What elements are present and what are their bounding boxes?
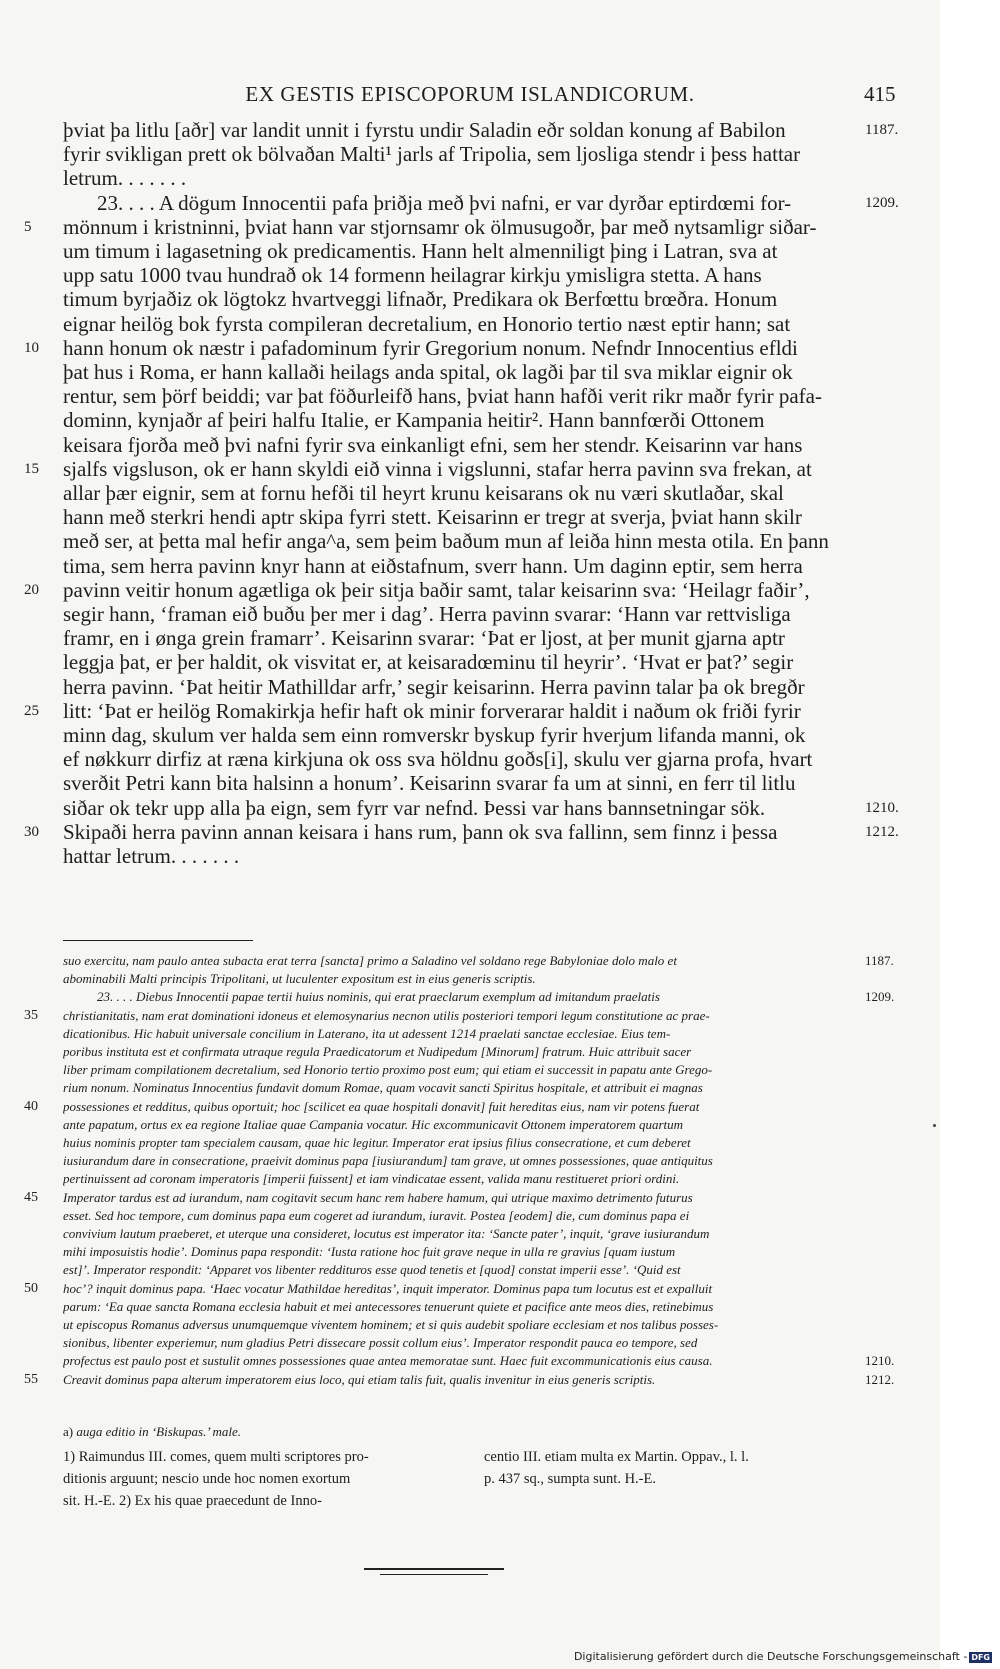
- footnote-line: 1) Raimundus III. comes, quem multi scriptores pro-: [63, 1449, 369, 1465]
- text-line: Skipaði herra pavinn annan keisara i hans rum, þann ok sva fallinn, sem finnz i þessa: [63, 819, 778, 844]
- text-line: minn dag, skulum ver halda sem einn romverskr byskup fyrir hverjum lifanda manni, ok: [63, 723, 806, 747]
- margin-year: 1209.: [865, 194, 899, 211]
- text-row: [0, 1225, 940, 1243]
- text-row: [0, 360, 940, 384]
- text-line: með ser, at þetta mal hefir anga^a, sem þeim baðum mun af leiða hinn mesta otila. En þann: [63, 529, 829, 554]
- line-number: 40: [24, 1098, 38, 1114]
- text-row: [0, 505, 940, 529]
- text-row: [0, 675, 940, 699]
- text-row: [0, 457, 940, 481]
- text-line: poribus instituta est et confirmata utraque regula Praedicatorum et Nudipedum [Minorum] fratrum. Huic attribuit sacer: [63, 1044, 692, 1059]
- text-line: profectus est paulo post et sustulit omnes possessiones quae antea memoratae sunt. Haec fuit excommunicationis eius causa.: [63, 1353, 713, 1369]
- text-row: [0, 287, 940, 311]
- line-number: 20: [24, 581, 39, 598]
- text-row: [0, 699, 940, 723]
- text-row: [0, 1025, 940, 1043]
- text-line: sionibus, libenter experiemur, num gladius Petri dissecare possit collum eius’. Imperator respondit pauca eo tempore, sed: [63, 1335, 698, 1351]
- text-line: rium nonum. Nominatus Innocentius fundavit domum Romae, quam vocavit sancti Spiritus hospitale, et attribuit ei magnas: [63, 1080, 703, 1096]
- text-line: dicationibus. Hic habuit universale concilium in Laterano, ita ut adessent 1214 praelati sanctae ecclesiae. Eius tem-: [63, 1025, 671, 1041]
- text-line: Creavit dominus papa alterum imperatorem eius loco, qui etiam talis fuit, qualis invenitur in eius generis scriptis.: [63, 1371, 656, 1387]
- text-line: keisara fjorða með þvi nafni fyrir sva einkanligt efni, sem her stendr. Keisarinn var hans: [63, 432, 803, 457]
- text-line: mönnum i kristninni, þviat hann var stjornsamr ok ölmusugoðr, þar með nytsamligr siðar-: [63, 214, 817, 239]
- margin-year: 1187.: [865, 953, 894, 968]
- margin-year: 1212.: [865, 1371, 895, 1387]
- text-line: timum byrjaðiz ok lögtokz hvartveggi lifnaðr, Predikara ok Berfœttu brœðra. Honum: [63, 287, 778, 312]
- end-rule-thick: [364, 1568, 504, 1570]
- text-row: [0, 118, 940, 142]
- footnote-line: p. 437 sq., sumpta sunt. H.-E.: [484, 1471, 656, 1487]
- text-line: suo exercitu, nam paulo antea subacta erat terra [sancta] primo a Saladino vel soldano rege Babyloniae dolo malo et: [63, 953, 677, 968]
- text-line: ut episcopus Romanus adversus unumquemque viventem hominem; et si quis audebit spoliare ecclesiam et nos talibus posses-: [63, 1317, 719, 1332]
- text-line: herra pavinn. ‘Þat heitir Mathilldar arfr,’ segir keisarinn. Herra pavinn talar þa ok bregðr: [63, 674, 805, 699]
- footnote-a-label: a): [63, 1424, 74, 1439]
- text-row: [0, 626, 940, 650]
- text-row: [0, 1207, 940, 1225]
- text-row: [0, 1352, 940, 1370]
- text-line: convivium lautum praeberet, et uterque una consideret, locutus est imperator ita: ‘Sancte pater’, inquit, ‘grave iusiurandum: [63, 1226, 710, 1241]
- text-line: esset. Sed hoc tempore, cum dominus papa eum cogeret ad iurandum, iuravit. Postea [eodem] die, cum dominus papa ei: [63, 1207, 690, 1223]
- text-row: [0, 970, 940, 988]
- text-line: 23. . . . Diebus Innocentii papae tertii huius nominis, qui erat praeclarum exemplum ad imitandum praelatis: [97, 989, 660, 1005]
- text-row: [0, 988, 940, 1006]
- line-number: 50: [24, 1280, 38, 1296]
- text-row: [0, 796, 940, 820]
- running-header-title: EX GESTIS EPISCOPORUM ISLANDICORUM.: [245, 82, 695, 106]
- text-row: [0, 239, 940, 263]
- page-number: 415: [864, 82, 896, 106]
- text-line: þviat þa litlu [aðr] var landit unnit i fyrstu undir Saladin eðr soldan konung af Babilon: [63, 118, 786, 142]
- footnote-line: centio III. etiam multa ex Martin. Oppav., l. l.: [484, 1449, 749, 1465]
- text-row: [0, 1079, 940, 1097]
- text-row: [0, 1152, 940, 1170]
- text-line: rentur, sem þörf beiddi; var þat föðurleifð hans, þviat hann hafði verit rikr maðr fyrir pafa-: [63, 384, 822, 409]
- text-line: hoc’? inquit dominus papa. ‘Haec vocatur Mathildae hereditas’, inquit imperator. Dominus papa tum locutus est et expalluit: [63, 1280, 713, 1296]
- text-line: pertinuissent ad coronam imperatoris [imperii fuissent] et iam vindicatae essent, valida manu restitueret priori ordini.: [63, 1171, 680, 1187]
- text-row: [0, 1298, 940, 1316]
- text-row: [0, 650, 940, 674]
- footnote-a: [63, 1424, 241, 1440]
- text-row: [0, 602, 940, 626]
- margin-year: 1210.: [865, 1353, 895, 1369]
- text-line: est]’. Imperator respondit: ‘Apparet vos libenter reddituros esse quod tenetis et [quod] constat imperii esse’. ‘Quid est: [63, 1262, 681, 1278]
- text-line: possessiones et redditus, quibus oportuit; hoc [scilicet ea quae hospitali donavit] fuit hereditas eius, nam vir potens fuerat: [63, 1098, 700, 1114]
- line-number: 5: [24, 218, 32, 235]
- text-line: upp satu 1000 tvau hundrað ok 14 formenn heilagrar kirkju ymisligra stetta. A hans: [63, 263, 762, 288]
- text-row: [0, 820, 940, 844]
- text-row: [0, 1061, 940, 1079]
- text-row: [0, 1043, 940, 1061]
- text-line: leggja þat, er þer haldit, ok visvitat er, at keisaradœminu til heyrir’. ‘Hvat er þat?’ segir: [63, 650, 794, 675]
- digitization-credit: [574, 1650, 992, 1663]
- line-number: 30: [24, 823, 39, 840]
- text-line: allar þær eignir, sem at fornu hefði til heyrt krunu keisarans ok nu væri skutlaðar, skal: [63, 481, 784, 505]
- text-line: sverðit Petri kann bita halsinn a honum’. Keisarinn svarar fa um at sinni, en ferr til litlu: [63, 771, 796, 796]
- line-number: 10: [24, 339, 39, 356]
- text-line: letrum. . . . . . .: [63, 166, 187, 191]
- text-line: 23. . . . A dögum Innocentii pafa þriðja með þvi nafni, er var dyrðar eptirdœmi for-: [97, 190, 792, 215]
- line-number: 15: [24, 460, 39, 477]
- text-row: [0, 747, 940, 771]
- text-row: [0, 1243, 940, 1261]
- text-row: [0, 312, 940, 336]
- text-line: hattar letrum. . . . . . .: [63, 844, 240, 868]
- text-row: [0, 263, 940, 287]
- margin-year: 1210.: [865, 799, 899, 816]
- text-line: fyrir svikligan prett ok bölvaðan Malti¹ jarls af Tripolia, sem ljosliga stendr i þess hattar: [63, 142, 801, 167]
- text-line: parum: ‘Ea quae sancta Romana ecclesia habuit et mei antecessores tenuerunt quiete et pacifice ante meos dies, retinebimus: [63, 1298, 714, 1314]
- text-line: eignar heilög bok fyrsta compileran decretalium, en Honorio tertio næst eptir hann; sat: [63, 311, 791, 336]
- text-line: segir hann, ‘framan eið buðu þer mer i dag’. Herra pavinn svarar: ‘Hann var rettvisliga: [63, 602, 791, 626]
- credit-text: Digitalisierung gefördert durch die Deutsche Forschungsgemeinschaft -: [573, 1650, 968, 1663]
- margin-year: 1212.: [865, 823, 899, 840]
- text-row: [0, 336, 940, 360]
- text-row: [0, 1280, 940, 1298]
- text-row: [0, 771, 940, 795]
- text-row: [0, 554, 940, 578]
- text-row: [0, 1261, 940, 1279]
- footnotes-left-column: [63, 1446, 369, 1512]
- text-row: [0, 844, 940, 868]
- text-line: litt: ‘Þat er heilög Romakirkja hefir haft ok minir forverarar haldit i naðum ok friði fyrir: [63, 698, 801, 723]
- margin-year: 1187.: [865, 122, 899, 138]
- text-line: sjalfs vigsluson, ok er hann skyldi eið vinna i vigslunni, stafar herra pavinn sva frekan, at: [63, 456, 812, 481]
- text-row: [0, 384, 940, 408]
- line-number: 35: [24, 1007, 38, 1023]
- margin-year: 1209.: [865, 989, 895, 1005]
- text-line: christianitatis, nam erat dominationi idoneus et elemosynarius necnon utilis posteriori tempori legum constitutione ac prae-: [63, 1007, 710, 1023]
- text-line: liber primam compilationem decretalium, sed Honorio tertio proximo post eum; qui etiam ei successit in papatu ante Grego-: [63, 1062, 713, 1078]
- text-row: [0, 191, 940, 215]
- line-number: 45: [24, 1189, 38, 1205]
- text-row: [0, 142, 940, 166]
- text-row: [0, 1116, 940, 1134]
- text-line: tima, sem herra pavinn knyr hann at eiðstafnum, sverr hann. Um daginn eptir, sem herra: [63, 553, 803, 578]
- text-line: pavinn veitir honum agætliga ok þeir sitja baðir samt, talar keisarinn sva: ‘Heilagr faðir’,: [63, 577, 810, 602]
- text-line: þat hus i Roma, er hann kallaði heilags anda spital, ok lagði þar til sva miklar eignir ok: [63, 360, 793, 384]
- text-row: [0, 1334, 940, 1352]
- text-row: [0, 1316, 940, 1334]
- footnote-line: sit. H.-E. 2) Ex his quae praecedunt de Inno-: [63, 1493, 322, 1509]
- text-line: ef nøkkurr dirfiz at ræna kirkjuna ok oss sva höldnu goðs[i], skulu ver gjarna profa, hvart: [63, 747, 813, 772]
- text-row: [0, 1189, 940, 1207]
- text-line: ante papatum, ortus ex ea regione Italiae quae Campania vocatur. Hic excommunicavit Ottonem imperatorem quartum: [63, 1116, 684, 1132]
- text-row: [0, 1170, 940, 1188]
- text-row: [0, 529, 940, 553]
- dfg-logo: DFG: [971, 1652, 990, 1662]
- text-row: [0, 215, 940, 239]
- footnote-a-text: auga editio in ‘Biskupas.’ male.: [76, 1424, 242, 1439]
- text-line: hann með sterkri hendi aptr skipa fyrri stett. Keisarinn er tregr at sverja, þviat hann skilr: [63, 505, 802, 530]
- text-line: hann honum ok næstr i pafadominum fyrir Gregorium nonum. Nefndr Innocentius efldi: [63, 335, 798, 360]
- text-row: [0, 1371, 940, 1389]
- end-rule-thin: [380, 1574, 488, 1575]
- footnotes-right-column: [484, 1446, 749, 1490]
- text-row: [0, 433, 940, 457]
- text-line: Imperator tardus est ad iurandum, nam cogitavit secum hanc rem habere hamum, qui utrique maximo detrimento futurus: [63, 1189, 693, 1205]
- text-line: iusiurandum dare in consecratione, praeivit dominus papa [iusiurandum] tam grave, ut omnes possessiones, quae antiquitus: [63, 1153, 713, 1169]
- footnote-line: ditionis arguunt; nescio unde hoc nomen exortum: [63, 1471, 351, 1487]
- text-line: framr, en i ønga grein framarr’. Keisarinn svarar: ‘Þat er ljost, at þer munit gjarna aptr: [63, 626, 785, 651]
- text-row: [0, 481, 940, 505]
- text-row: [0, 166, 940, 190]
- text-line: um timum i lagasetning ok predicamentis. Hann helt almenniligt þing i Latran, sva at: [63, 239, 778, 263]
- text-line: huius nominis propter tam specialem causam, quae hic legitur. Imperator erat ipsius filius consecrationе, et cum deberet: [63, 1135, 691, 1150]
- line-number: 25: [24, 702, 39, 719]
- text-row: [0, 578, 940, 602]
- text-line: mihi imposuistis hodie’. Dominus papa respondit: ‘Iusta ratione hoc fuit grave neque in ulla re gravius [quam iustum: [63, 1244, 676, 1260]
- text-line: siðar ok tekr upp alla þa eign, sem fyrr var nefnd. Þessi var hans bannsetningar sök.: [63, 795, 766, 820]
- footnote-separator-short: [63, 940, 253, 941]
- scan-speck: [933, 1124, 936, 1127]
- text-row: [0, 1098, 940, 1116]
- text-line: abominabili Malti principis Tripolitani, ut luculenter expositum est in eius generis scriptis.: [63, 971, 536, 987]
- text-row: [0, 1007, 940, 1025]
- text-row: [0, 408, 940, 432]
- text-line: dominn, kynjaðr af þeiri halfu Italie, er Kampania heitir². Hann bannfœrði Ottonem: [63, 408, 765, 433]
- text-row: [0, 1134, 940, 1152]
- line-number: 55: [24, 1371, 38, 1387]
- text-row: [0, 723, 940, 747]
- text-row: [0, 952, 940, 970]
